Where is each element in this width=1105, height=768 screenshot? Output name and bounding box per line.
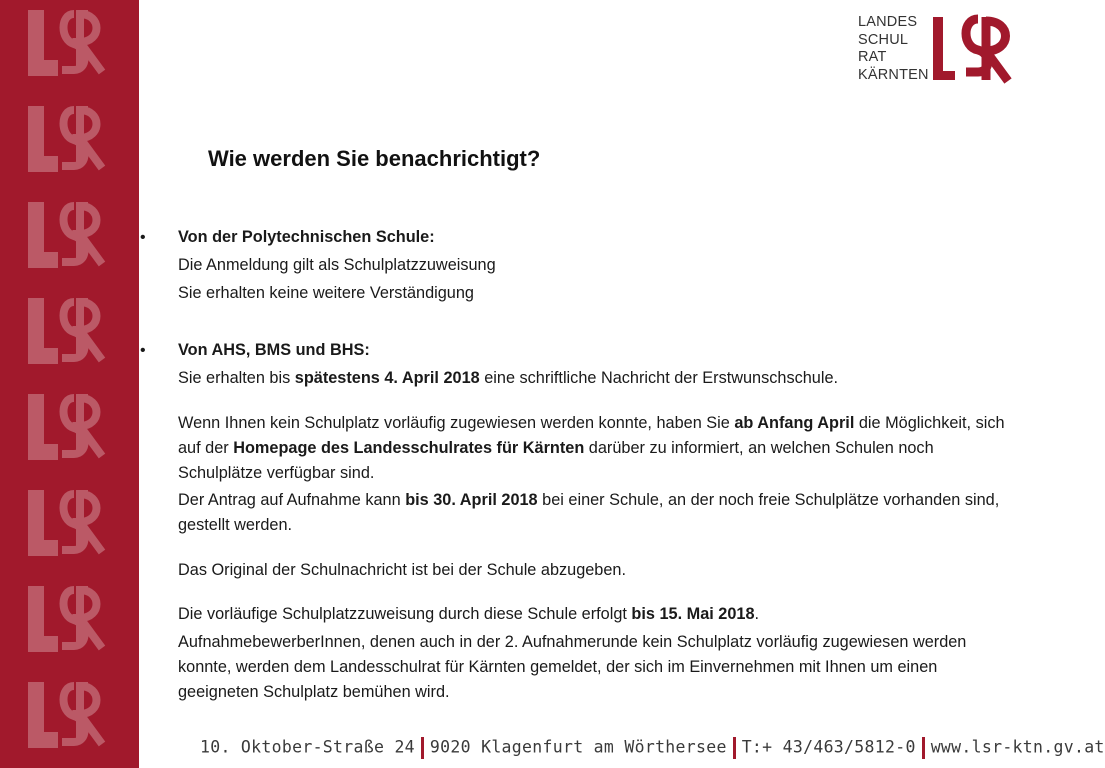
lsr-watermark-icon xyxy=(28,684,112,746)
logo-line: RAT xyxy=(858,49,887,65)
footer-web-link[interactable]: www.lsr-ktn.gv.at xyxy=(930,737,1105,757)
bullet-icon: • xyxy=(140,342,146,359)
lsr-logo xyxy=(858,14,1018,88)
logo-line: SCHUL xyxy=(858,31,909,48)
bullet-icon: • xyxy=(140,229,146,246)
logo-wordmark xyxy=(858,14,929,84)
ahs-paragraph-2: Wenn Ihnen kein Schulplatz vorläufig zugewiesen werden konnte, haben Sie ab Anfang April die Möglichkeit, sich auf der Homepage des Landesschulrates für Kärnten darüber zu informiert, an welchen Schulen noch Schulplätze verfügbar sind. xyxy=(178,414,1005,482)
logo-line: KÄRNTEN xyxy=(858,66,929,83)
ahs-paragraph-3: Der Antrag auf Aufnahme kann bis 30. April 2018 bei einer Schule, an der noch freie Schulplätze vorhanden sind, gestellt werden. xyxy=(178,491,1000,534)
lsr-watermark-icon xyxy=(28,12,112,74)
footer-address: 10. Oktober-Straße 24 xyxy=(200,737,415,757)
footer-divider xyxy=(421,737,424,759)
sidebar-band xyxy=(0,0,139,768)
ahs-paragraph-1: Sie erhalten bis spätestens 4. April 2018 eine schriftliche Nachricht der Erstwunschschule. xyxy=(178,369,839,387)
lsr-watermark-icon xyxy=(28,396,112,458)
poly-line-2: Sie erhalten keine weitere Verständigung xyxy=(178,284,474,302)
ahs-paragraph-4: Das Original der Schulnachricht ist bei der Schule abzugeben. xyxy=(178,561,626,579)
poly-line-1: Die Anmeldung gilt als Schulplatzzuweisung xyxy=(178,256,496,274)
footer-divider xyxy=(922,737,925,759)
lsr-watermark-icon xyxy=(28,204,112,266)
logo-line: LANDES xyxy=(858,14,918,30)
footer-phone: T:+ 43/463/5812-0 xyxy=(741,737,916,757)
lsr-watermark-icon xyxy=(28,108,112,170)
section-heading: Von der Polytechnischen Schule: xyxy=(178,228,435,246)
page-title: Wie werden Sie benachrichtigt? xyxy=(208,146,541,171)
ahs-paragraph-6: AufnahmebewerberInnen, denen auch in der 2. Aufnahmerunde kein Schulplatz vorläufig zugewiesen werden konnte, werden dem Landesschulrat für Kärnten gemeldet, der sich im Einvernehmen mit Ihnen um einen geeigneten Schulplatz bemühen wird. xyxy=(178,633,967,701)
section-heading: Von AHS, BMS und BHS: xyxy=(178,341,370,359)
footer-divider xyxy=(733,737,736,759)
ahs-paragraph-5: Die vorläufige Schulplatzzuweisung durch diese Schule erfolgt bis 15. Mai 2018. xyxy=(178,605,760,623)
lsr-watermark-icon xyxy=(28,588,112,650)
lsr-watermark-icon xyxy=(28,300,112,362)
footer-contact xyxy=(200,737,1105,759)
footer-city: 9020 Klagenfurt am Wörthersee xyxy=(429,737,727,757)
lsr-logo-icon xyxy=(928,14,1012,84)
lsr-watermark-icon xyxy=(28,492,112,554)
